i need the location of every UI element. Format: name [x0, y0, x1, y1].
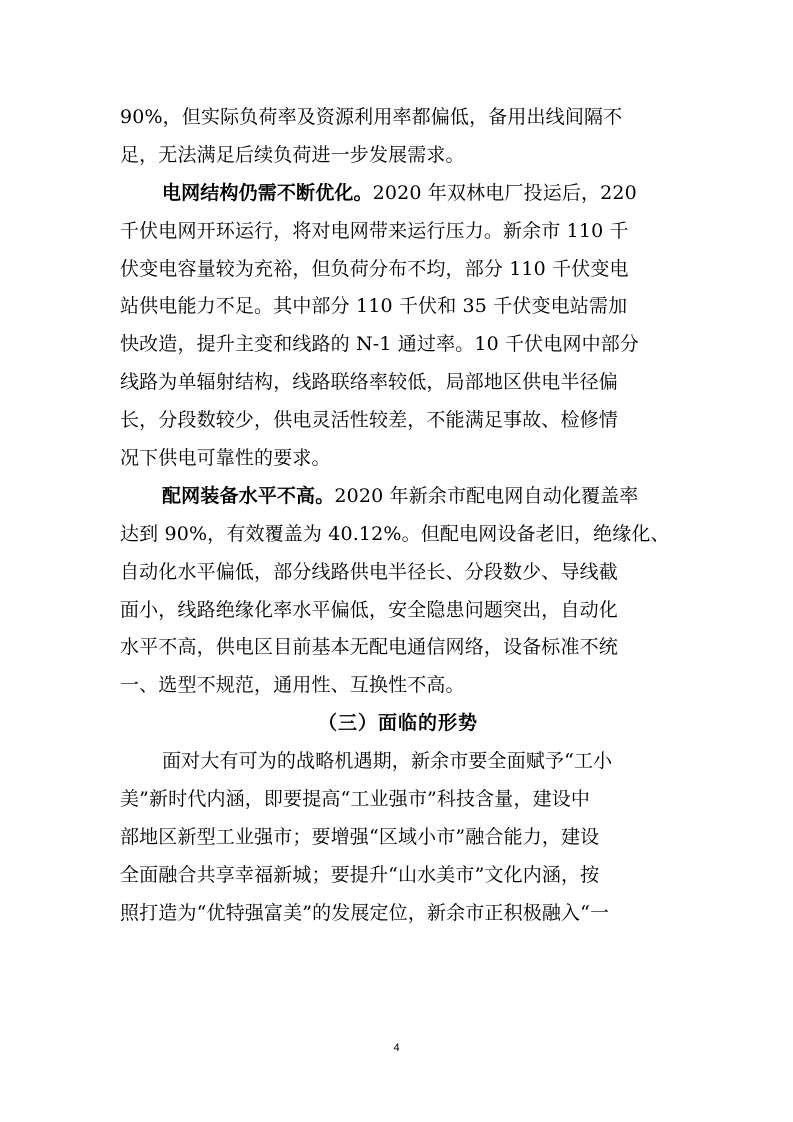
paragraph-3-line-4: 面小，线路绝缘化率水平偏低，安全隐患问题突出，自动化 [120, 598, 618, 621]
paragraph-3-line-6: 一、选型不规范，通用性、互换性不高。 [120, 674, 465, 697]
paragraph-2-line-7: 长，分段数较少，供电灵活性较差，不能满足事故、检修情 [120, 409, 618, 432]
section-heading: （三）面临的形势 [317, 712, 478, 735]
paragraph-1-line-1: 90%，但实际负荷率及资源利用率都偏低，备用出线间隔不 [120, 106, 623, 128]
paragraph-4-line-3: 部地区新型工业强市；要增强“区域小市”融合能力，建设 [120, 825, 600, 848]
paragraph-3-line-2: 达到 90%，有效覆盖为 40.12%。但配电网设备老旧，绝缘化、 [120, 522, 670, 545]
page-number: 4 [393, 1042, 400, 1054]
paragraph-4-line-1: 面对大有可为的战略机遇期，新余市要全面赋予“工小 [162, 750, 613, 773]
paragraph-3-lead: 配网装备水平不高。 [162, 484, 335, 507]
paragraph-2-line-8: 况下供电可靠性的要求。 [120, 447, 331, 470]
paragraph-2-line-4: 站供电能力不足。其中部分 110 千伏和 35 千伏变电站需加 [120, 295, 628, 318]
paragraph-2-line-3: 伏变电容量较为充裕，但负荷分布不均，部分 110 千伏变电 [120, 257, 629, 280]
paragraph-3-line-1 [120, 478, 676, 516]
paragraph-2-line-5: 快改造，提升主变和线路的 N-1 通过率。10 千伏电网中部分 [120, 333, 640, 356]
paragraph-2-line-1-rest: 2020 年双林电厂投运后，220 [372, 181, 637, 204]
paragraph-2-line-6: 线路为单辐射结构，线路联络率较低，局部地区供电半径偏 [120, 371, 618, 394]
paragraph-2-line-1 [120, 175, 676, 213]
paragraph-4-line-5: 照打造为“优特强富美”的发展定位，新余市正积极融入“一 [120, 901, 610, 924]
paragraph-3-line-5: 水平不高，供电区目前基本无配电通信网络，设备标准不统 [120, 636, 618, 659]
paragraph-4-line-2: 美”新时代内涵，即要提高“工业强市”科技含量，建设中 [120, 788, 591, 811]
paragraph-4-line-4: 全面融合共享幸福新城；要提升“山水美市”文化内涵，按 [120, 863, 600, 886]
paragraph-1-line-2: 足，无法满足后续负荷进一步发展需求。 [120, 143, 465, 166]
paragraph-3-line-3: 自动化水平偏低，部分线路供电半径长、分段数少、导线截 [120, 560, 618, 583]
paragraph-2-line-2: 千伏电网开环运行，将对电网带来运行压力。新余市 110 千 [120, 219, 629, 242]
paragraph-3-line-1-rest: 2020 年新余市配电网自动化覆盖率 [334, 484, 639, 507]
paragraph-2-lead: 电网结构仍需不断优化。 [162, 181, 373, 204]
page-body [120, 99, 676, 933]
